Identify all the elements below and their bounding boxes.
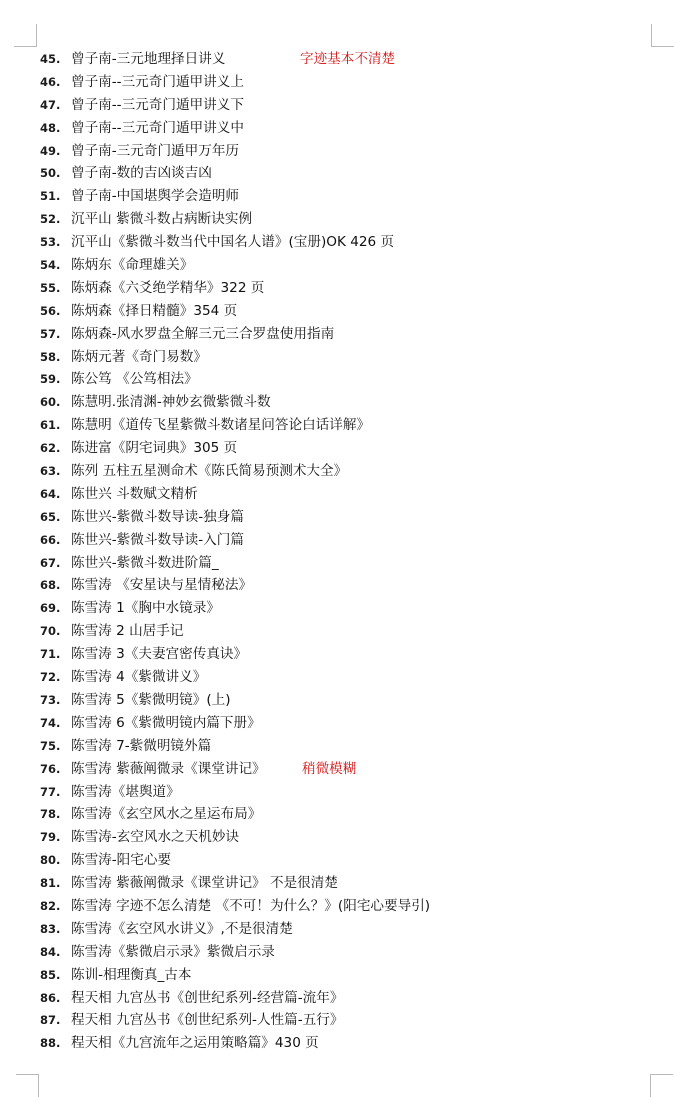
item-number: 71. xyxy=(40,647,61,662)
item-number: 55. xyxy=(40,280,61,295)
item-title: 陈雪涛 《安星诀与星情秘法》 xyxy=(71,577,253,594)
item-number: 88. xyxy=(40,1036,61,1051)
item-title: 陈训-相理衡真_古本 xyxy=(71,966,192,983)
item-title: 陈炳森-风水罗盘全解三元三合罗盘使用指南 xyxy=(71,325,335,342)
list-item xyxy=(0,71,674,94)
item-title: 曾子南--三元奇门遁甲讲义上 xyxy=(71,73,244,90)
item-number: 67. xyxy=(40,555,61,570)
item-title: 沉平山《紫微斗数当代中国名人谱》(宝册)OK 426 页 xyxy=(71,234,395,251)
list-item xyxy=(0,231,674,254)
list-item xyxy=(0,185,674,208)
list-item xyxy=(0,254,674,277)
item-number: 73. xyxy=(40,692,61,707)
item-title: 曾子南-数的吉凶谈吉凶 xyxy=(71,165,212,182)
item-number: 64. xyxy=(40,486,61,501)
item-title: 陈雪涛《玄空风水讲义》,不是很清楚 xyxy=(71,920,293,937)
item-number: 52. xyxy=(40,212,61,227)
item-number: 72. xyxy=(40,670,61,685)
item-title: 陈雪涛 7-紫微明镜外篇 xyxy=(71,737,212,754)
item-title: 陈炳元著《奇门易数》 xyxy=(71,348,207,365)
item-number: 69. xyxy=(40,601,61,616)
item-title: 陈雪涛-阳宅心要 xyxy=(71,852,172,869)
item-title: 曾子南--三元奇门遁甲讲义下 xyxy=(71,96,244,113)
item-title: 陈雪涛《玄空风水之星运布局》 xyxy=(71,806,262,823)
item-title: 陈列 五柱五星测命术《陈氏简易预测术大全》 xyxy=(71,463,348,480)
list-item xyxy=(0,437,674,460)
list-item xyxy=(0,162,674,185)
item-title: 陈雪涛 紫薇阐微录《课堂讲记》 不是很清楚 xyxy=(71,875,338,892)
item-title: 陈雪涛 3《夫妻宫密传真诀》 xyxy=(71,646,248,663)
item-number: 84. xyxy=(40,944,61,959)
list-item xyxy=(0,506,674,529)
item-number: 57. xyxy=(40,326,61,341)
list-item xyxy=(0,48,674,71)
list-item xyxy=(0,277,674,300)
item-number: 47. xyxy=(40,97,61,112)
item-title: 陈炳东《命理雄关》 xyxy=(71,257,194,274)
list-item xyxy=(0,140,674,163)
item-title: 陈雪涛-玄空风水之天机妙诀 xyxy=(71,829,240,846)
list-item xyxy=(0,1032,674,1055)
list-item xyxy=(0,620,674,643)
list-item xyxy=(0,918,674,941)
item-number: 61. xyxy=(40,418,61,433)
item-number: 56. xyxy=(40,303,61,318)
list-item xyxy=(0,300,674,323)
list-item xyxy=(0,391,674,414)
item-title: 陈炳森《择日精髓》354 页 xyxy=(71,302,238,319)
list-item xyxy=(0,666,674,689)
item-number: 46. xyxy=(40,74,61,89)
list-item xyxy=(0,529,674,552)
page-corner-mark-top-right xyxy=(651,24,674,47)
item-number: 63. xyxy=(40,464,61,479)
item-title: 陈世兴-紫微斗数导读-入门篇 xyxy=(71,531,244,548)
item-title: 陈世兴 斗数赋文精析 xyxy=(71,485,198,502)
list-item xyxy=(0,460,674,483)
item-title: 陈慧明《道传飞星紫微斗数诸星问答论白话详解》 xyxy=(71,417,371,434)
item-title: 陈雪涛 6《紫微明镜内篇下册》 xyxy=(71,714,261,731)
item-title: 陈雪涛 4《紫微讲义》 xyxy=(71,669,207,686)
item-number: 76. xyxy=(40,761,61,776)
item-title: 陈雪涛《堪舆道》 xyxy=(71,783,180,800)
list-item xyxy=(0,826,674,849)
item-number: 75. xyxy=(40,738,61,753)
list-item xyxy=(0,94,674,117)
item-title: 曾子南-三元地理择日讲义 xyxy=(71,51,226,67)
item-number: 68. xyxy=(40,578,61,593)
list-item xyxy=(0,323,674,346)
item-number: 83. xyxy=(40,921,61,936)
item-number: 54. xyxy=(40,258,61,273)
item-title: 陈雪涛 紫薇阐微录《课堂讲记》 xyxy=(71,760,266,777)
item-title: 陈雪涛 2 山居手记 xyxy=(71,623,184,640)
item-number: 58. xyxy=(40,349,61,364)
list-item xyxy=(0,872,674,895)
list-item xyxy=(0,574,674,597)
item-title: 陈炳森《六爻绝学精华》322 页 xyxy=(71,279,265,296)
item-number: 51. xyxy=(40,189,61,204)
item-number: 87. xyxy=(40,1013,61,1028)
item-title: 陈雪涛《紫微启示录》紫微启示录 xyxy=(71,943,275,960)
list-item xyxy=(0,781,674,804)
item-number: 59. xyxy=(40,372,61,387)
item-title: 程天相 九宫丛书《创世纪系列-经营篇-流年》 xyxy=(71,989,344,1006)
item-number: 66. xyxy=(40,532,61,547)
item-title: 程天相《九宫流年之运用策略篇》430 页 xyxy=(71,1035,319,1052)
item-number: 80. xyxy=(40,853,61,868)
item-number: 79. xyxy=(40,830,61,845)
item-title: 曾子南-三元奇门遁甲万年历 xyxy=(71,142,240,159)
item-number: 82. xyxy=(40,898,61,913)
page-corner-mark-top-left xyxy=(14,24,37,47)
item-title: 陈公笃 《公笃相法》 xyxy=(71,371,198,388)
item-title: 陈雪涛 5《紫微明镜》(上) xyxy=(71,691,231,708)
list-item xyxy=(0,895,674,918)
item-title: 陈世兴-紫微斗数导读-独身篇 xyxy=(71,508,244,525)
item-title: 曾子南--三元奇门遁甲讲义中 xyxy=(71,119,244,136)
item-number: 60. xyxy=(40,395,61,410)
item-number: 50. xyxy=(40,166,61,181)
list-item xyxy=(0,552,674,575)
list-item xyxy=(0,712,674,735)
item-title: 陈雪涛 字迹不怎么清楚 《不可！为什么？》(阳宅心要导引) xyxy=(71,897,431,914)
list-item xyxy=(0,368,674,391)
page-corner-mark-bottom-left xyxy=(16,1074,39,1097)
item-number: 70. xyxy=(40,624,61,639)
list-item xyxy=(0,964,674,987)
item-number: 53. xyxy=(40,235,61,250)
list-item xyxy=(0,987,674,1010)
item-number: 86. xyxy=(40,990,61,1005)
list-item xyxy=(0,597,674,620)
list-item xyxy=(0,1009,674,1032)
list-item xyxy=(0,483,674,506)
item-title: 陈进富《阴宅词典》305 页 xyxy=(71,440,238,457)
item-title: 沉平山 紫微斗数占病断诀实例 xyxy=(71,211,253,228)
item-number: 48. xyxy=(40,120,61,135)
list-item xyxy=(0,758,674,781)
page-corner-mark-bottom-right xyxy=(650,1074,673,1097)
item-number: 62. xyxy=(40,441,61,456)
item-remark: 稍微模糊 xyxy=(302,760,357,777)
item-remark: 字迹基本不清楚 xyxy=(300,51,396,67)
item-title: 程天相 九宫丛书《创世纪系列-人性篇-五行》 xyxy=(71,1012,344,1029)
item-title: 陈慧明.张清渊-神妙玄微紫微斗数 xyxy=(71,394,271,411)
item-title: 陈雪涛 1《胸中水镜录》 xyxy=(71,600,220,617)
list-item xyxy=(0,735,674,758)
list-item xyxy=(0,346,674,369)
list-item xyxy=(0,941,674,964)
item-number: 78. xyxy=(40,807,61,822)
item-title: 陈世兴-紫微斗数进阶篇_ xyxy=(71,554,219,571)
book-list xyxy=(0,48,674,1055)
list-item xyxy=(0,414,674,437)
item-number: 74. xyxy=(40,715,61,730)
item-number: 77. xyxy=(40,784,61,799)
list-item xyxy=(0,849,674,872)
item-number: 49. xyxy=(40,143,61,158)
list-item xyxy=(0,803,674,826)
item-number: 65. xyxy=(40,509,61,524)
list-item xyxy=(0,689,674,712)
list-item xyxy=(0,643,674,666)
item-title: 曾子南-中国堪舆学会造明师 xyxy=(71,188,240,205)
item-number: 45. xyxy=(40,52,61,66)
list-item xyxy=(0,208,674,231)
item-number: 81. xyxy=(40,876,61,891)
item-number: 85. xyxy=(40,967,61,982)
list-item xyxy=(0,117,674,140)
